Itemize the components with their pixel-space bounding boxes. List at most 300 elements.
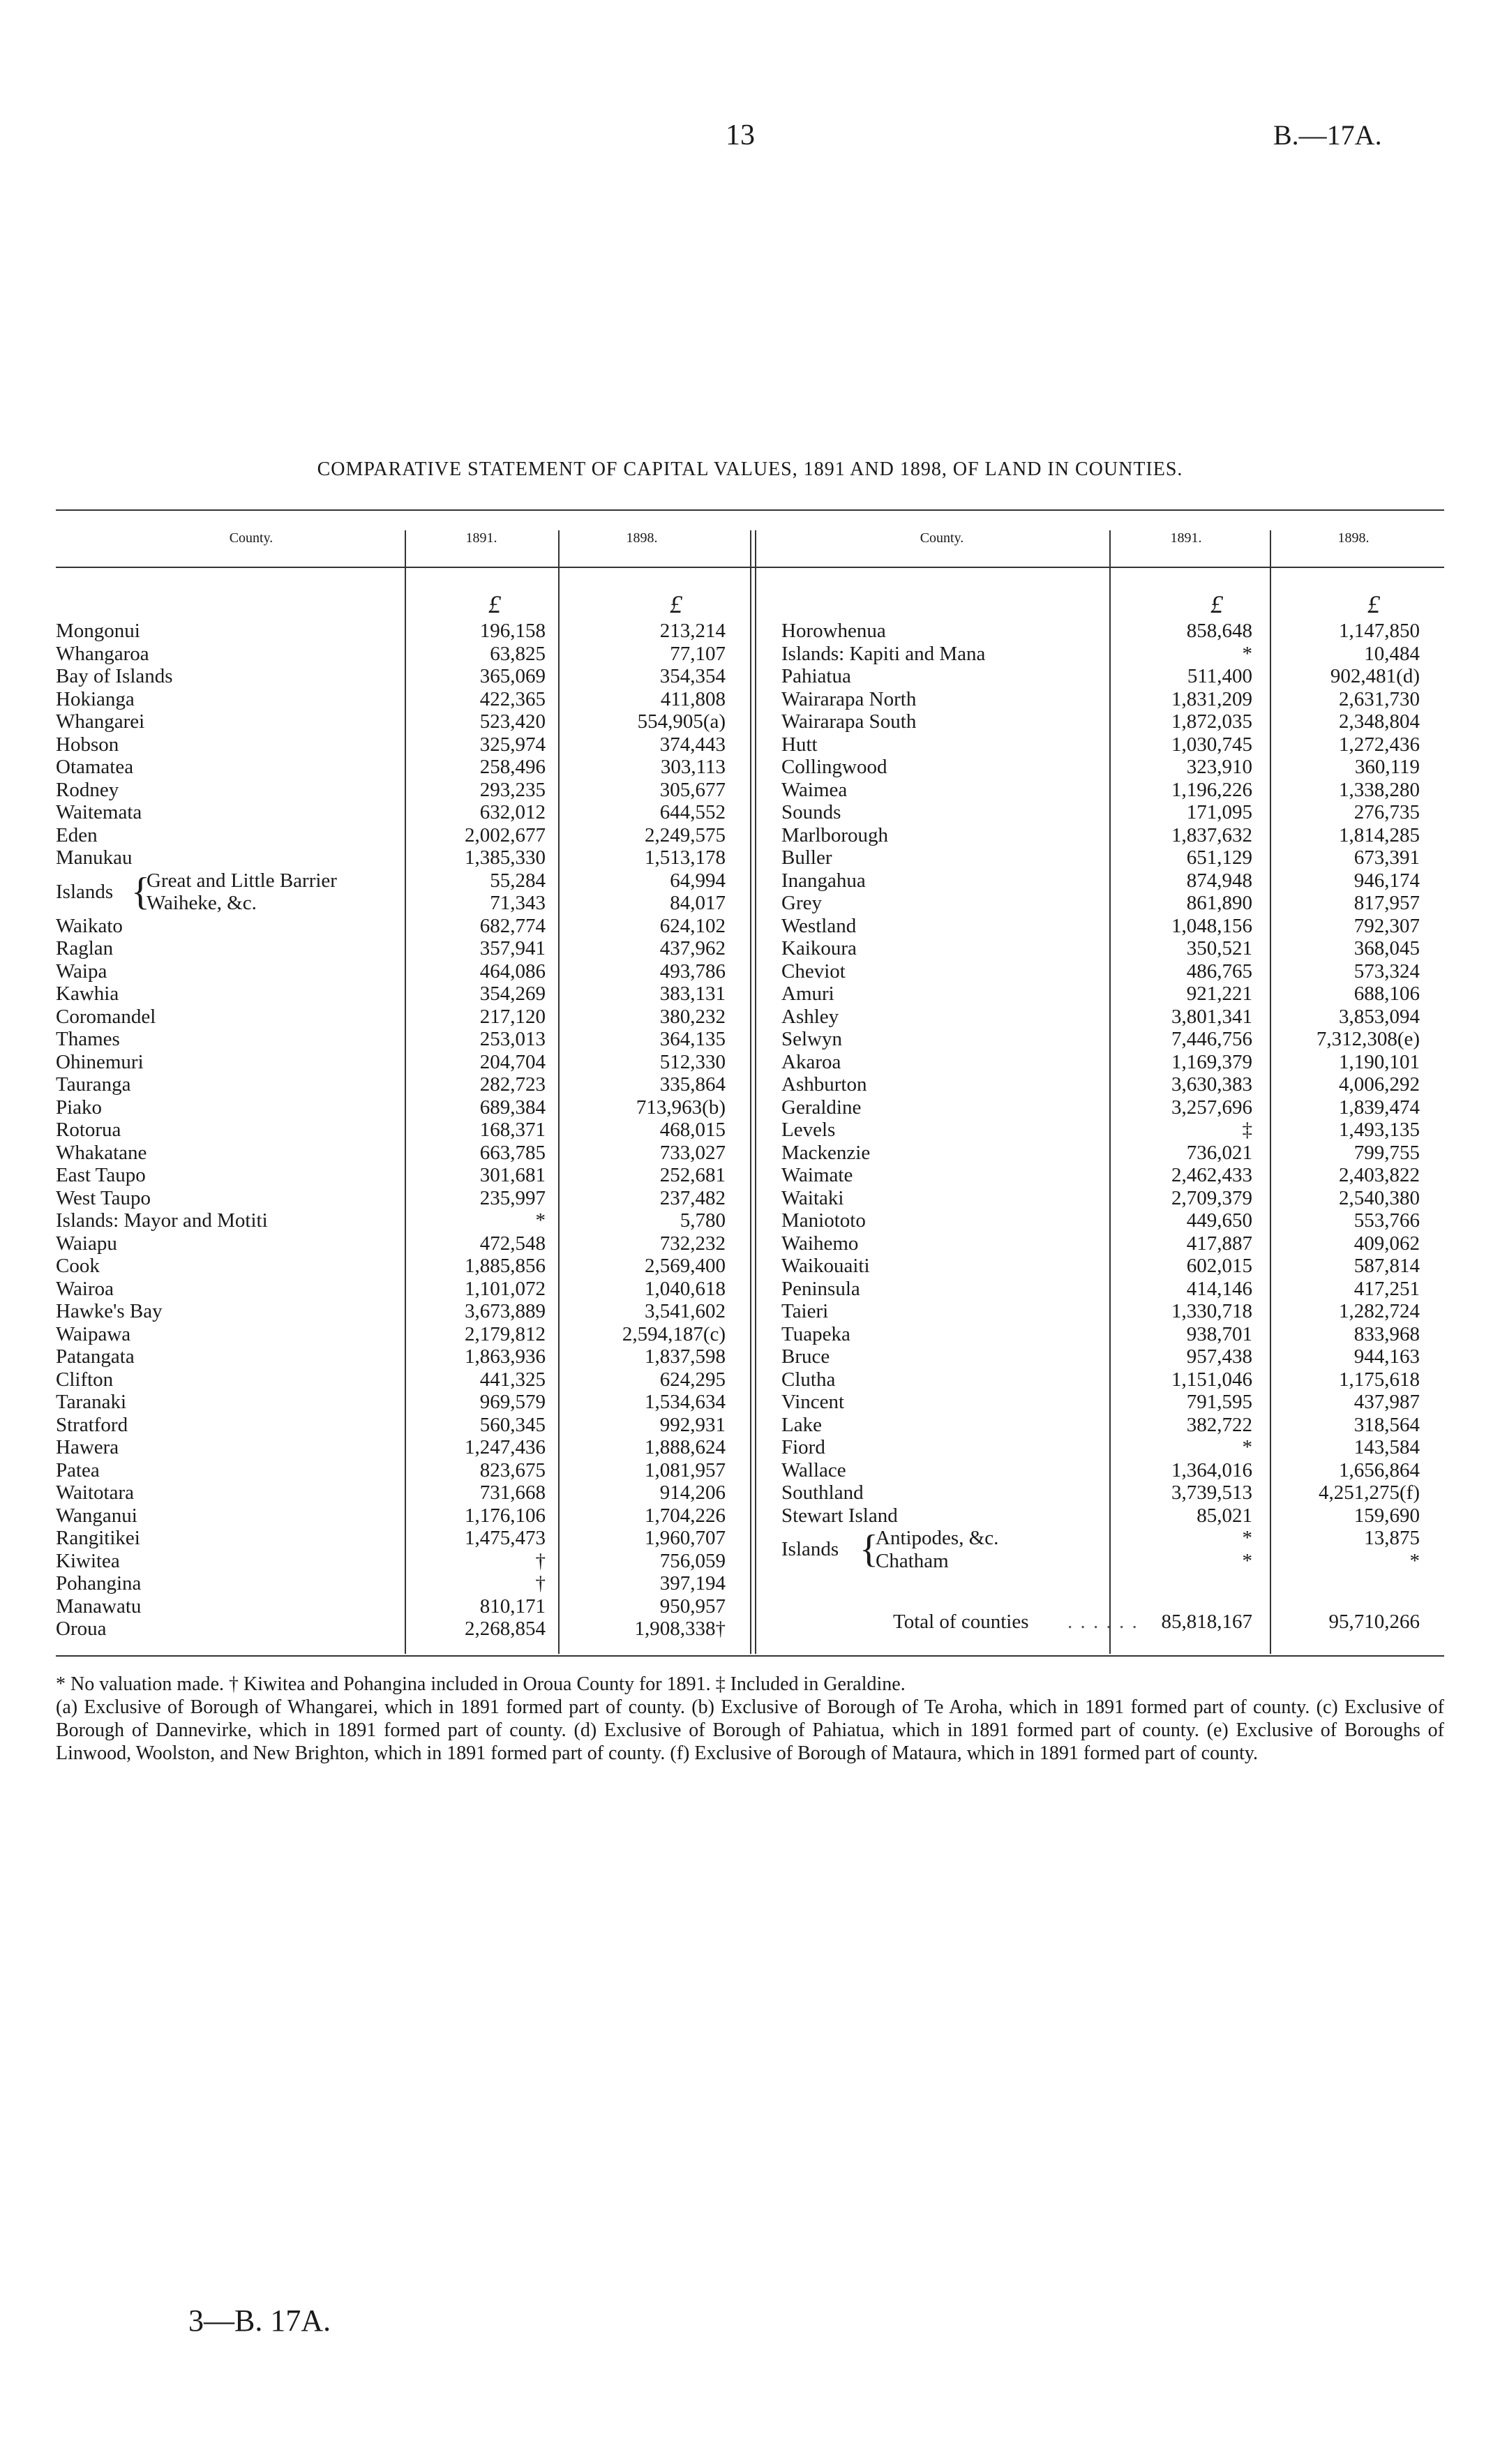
county-name: Southland: [781, 1481, 864, 1504]
value-1898: 792,307: [1353, 914, 1420, 937]
table-row: [0, 824, 1500, 847]
table-row: [0, 1436, 1500, 1459]
value-1898: 380,232: [659, 1005, 726, 1028]
county-name: Cook: [56, 1255, 100, 1277]
value-1891: 921,221: [1186, 983, 1252, 1005]
county-name: West Taupo: [56, 1186, 151, 1209]
county-name: Vincent: [781, 1391, 845, 1413]
value-1898: 3,853,094: [1339, 1005, 1420, 1028]
county-name: Waiheke, &c.: [147, 892, 257, 914]
value-1891: 1,176,106: [465, 1504, 546, 1527]
value-1898: 13,875: [1364, 1527, 1420, 1549]
value-1891: 1,885,856: [465, 1255, 546, 1277]
table-row: [0, 1232, 1500, 1255]
value-1891: 55,284: [490, 869, 546, 892]
table-row: [0, 1051, 1500, 1074]
county-name: Hobson: [56, 733, 119, 756]
value-1898: 2,249,575: [645, 823, 726, 846]
value-1891: 325,974: [479, 733, 546, 756]
value-1898: 554,905(a): [637, 710, 726, 733]
pound-symbol: £: [488, 590, 501, 618]
value-1891: 3,801,341: [1171, 1005, 1252, 1028]
county-name: Bay of Islands: [56, 665, 173, 687]
value-1898: 1,338,280: [1339, 778, 1420, 801]
total-1898: 95,710,266: [1328, 1611, 1420, 1633]
county-name: Eden: [56, 823, 98, 846]
value-1891: 682,774: [479, 914, 546, 937]
county-name: Tuapeka: [781, 1322, 850, 1345]
value-1891: 938,701: [1186, 1322, 1252, 1345]
value-1898: 4,251,275(f): [1319, 1481, 1420, 1504]
value-1891: 736,021: [1186, 1141, 1252, 1164]
county-name: Stratford: [56, 1413, 128, 1436]
value-1898: 383,131: [659, 983, 726, 1005]
value-1898: 553,766: [1353, 1209, 1420, 1232]
right-county-list: [0, 620, 1500, 1572]
value-1898: 1,081,957: [645, 1458, 726, 1481]
county-name: Waikouaiti: [781, 1255, 870, 1277]
county-name: Coromandel: [56, 1005, 156, 1028]
county-name: Pohangina: [56, 1572, 142, 1595]
county-name: Raglan: [56, 937, 114, 960]
total-label: Total of counties: [893, 1611, 1029, 1633]
value-1898: 5,780: [680, 1209, 726, 1232]
year-1891-header-left: 1891.: [465, 530, 497, 546]
table-row: [0, 1187, 1500, 1210]
county-name: Hawera: [56, 1436, 119, 1458]
county-name: Pahiatua: [781, 665, 851, 687]
islands-group-label: Islands: [781, 1538, 839, 1560]
county-name: Peninsula: [781, 1277, 860, 1300]
value-1898: 624,102: [659, 914, 726, 937]
value-1891: 1,837,632: [1171, 823, 1252, 846]
county-name: Cheviot: [781, 960, 846, 983]
value-1891: 602,015: [1186, 1255, 1252, 1277]
table-row: [0, 733, 1500, 756]
value-1891: 2,709,379: [1171, 1186, 1252, 1209]
county-name: Clutha: [781, 1368, 836, 1391]
value-1898: 1,190,101: [1339, 1050, 1420, 1073]
value-1891: 85,021: [1197, 1504, 1252, 1527]
table-row: [0, 1255, 1500, 1278]
value-1898: 411,808: [660, 687, 726, 710]
value-1898: 276,735: [1353, 801, 1420, 823]
table-row: [0, 1527, 1500, 1550]
county-name: Manawatu: [56, 1595, 142, 1618]
value-1898: 914,206: [659, 1481, 726, 1504]
county-name: Taieri: [781, 1300, 829, 1322]
value-1898: 713,963(b): [636, 1096, 726, 1119]
county-name: Waikato: [56, 914, 123, 937]
county-name: Hokianga: [56, 687, 135, 710]
value-1891: 3,739,513: [1171, 1481, 1252, 1504]
county-name: Hutt: [781, 733, 818, 756]
value-1898: 573,324: [1353, 960, 1420, 983]
value-1898: 1,040,618: [645, 1277, 726, 1300]
value-1898: 1,534,634: [645, 1391, 726, 1413]
table-row: [0, 983, 1500, 1006]
table-row: [0, 710, 1500, 733]
value-1891: 823,675: [479, 1458, 546, 1481]
county-name: Islands: Kapiti and Mana: [781, 642, 986, 665]
table-row: [0, 892, 1500, 915]
table-row: [0, 1391, 1500, 1414]
county-name: Ashley: [781, 1005, 839, 1028]
table-row: [0, 1550, 1500, 1573]
county-name: Waipawa: [56, 1322, 131, 1345]
table-row: [0, 1028, 1500, 1051]
county-name: Whangarei: [56, 710, 145, 733]
value-1898: 1,493,135: [1339, 1119, 1420, 1141]
table-row: [0, 1278, 1500, 1301]
value-1891: 2,179,812: [465, 1322, 546, 1345]
pound-symbol: £: [670, 590, 682, 618]
value-1891: 1,101,072: [465, 1277, 546, 1300]
value-1891: *: [535, 1209, 546, 1232]
value-1891: 651,129: [1186, 846, 1252, 869]
value-1898: 2,594,187(c): [622, 1322, 726, 1345]
value-1898: 688,106: [1353, 983, 1420, 1005]
value-1898: 437,987: [1353, 1391, 1420, 1413]
county-name: Sounds: [781, 801, 841, 823]
county-name: Waitaki: [781, 1186, 844, 1209]
county-name: Waitotara: [56, 1481, 134, 1504]
year-1898-header-right: 1898.: [1337, 530, 1370, 546]
county-name: East Taupo: [56, 1164, 146, 1186]
value-1891: 301,681: [479, 1164, 546, 1186]
county-name: Ashburton: [781, 1073, 867, 1096]
county-name: Whakatane: [56, 1141, 147, 1164]
county-name: Antipodes, &c.: [876, 1527, 999, 1549]
value-1898: 2,540,380: [1339, 1186, 1420, 1209]
value-1891: 441,325: [479, 1368, 546, 1391]
value-1898: 1,704,226: [645, 1504, 726, 1527]
value-1891: 731,668: [479, 1481, 546, 1504]
county-name: Wairarapa South: [781, 710, 917, 733]
county-name: Buller: [781, 846, 832, 869]
value-1898: 10,484: [1364, 642, 1420, 665]
value-1898: 7,312,308(e): [1316, 1028, 1420, 1050]
value-1898: 354,354: [659, 665, 726, 687]
value-1898: 305,677: [659, 778, 726, 801]
county-name: Wairoa: [56, 1277, 114, 1300]
county-name: Islands: Mayor and Motiti: [56, 1209, 268, 1232]
county-name: Chatham: [876, 1549, 949, 1572]
county-name: Manukau: [56, 846, 133, 869]
brace-icon: {: [131, 869, 150, 913]
value-1898: 1,272,436: [1339, 733, 1420, 756]
value-1891: 472,548: [479, 1232, 546, 1255]
county-name: Kawhia: [56, 983, 119, 1005]
county-name: Geraldine: [781, 1096, 862, 1119]
value-1898: 944,163: [1353, 1345, 1420, 1368]
county-name: Hawke's Bay: [56, 1300, 163, 1322]
value-1898: 902,481(d): [1330, 665, 1420, 687]
table-bottom-rule: [56, 1655, 1444, 1657]
value-1891: 1,169,379: [1171, 1050, 1252, 1073]
value-1898: 3,541,602: [645, 1300, 726, 1322]
value-1891: 663,785: [479, 1141, 546, 1164]
pound-symbol: £: [1210, 590, 1223, 618]
value-1891: 523,420: [479, 710, 546, 733]
county-name: Lake: [781, 1413, 822, 1436]
value-1891: 486,765: [1186, 960, 1252, 983]
county-name: Selwyn: [781, 1028, 842, 1050]
value-1891: 1,196,226: [1171, 778, 1252, 801]
value-1898: 493,786: [659, 960, 726, 983]
value-1898: 732,232: [659, 1232, 726, 1255]
value-1891: 1,872,035: [1171, 710, 1252, 733]
county-name: Collingwood: [781, 756, 887, 778]
table-row: [0, 1164, 1500, 1187]
value-1891: 365,069: [479, 665, 546, 687]
value-1898: 237,482: [659, 1186, 726, 1209]
value-1898: 946,174: [1353, 869, 1420, 892]
value-1898: 213,214: [659, 620, 726, 642]
value-1891: 957,438: [1186, 1345, 1252, 1368]
value-1891: 253,013: [479, 1028, 546, 1050]
value-1898: 303,113: [660, 756, 726, 778]
county-name: Rodney: [56, 778, 119, 801]
value-1898: 1,908,338†: [634, 1618, 726, 1640]
page-footer: 3—B. 17A.: [188, 2304, 331, 2338]
value-1891: 1,475,473: [465, 1527, 546, 1549]
county-name: Maniototo: [781, 1209, 866, 1232]
total-1891: 85,818,167: [1161, 1611, 1252, 1633]
table-row: [0, 1459, 1500, 1482]
value-1891: 464,086: [479, 960, 546, 983]
value-1898: 817,957: [1353, 892, 1420, 914]
county-name: Stewart Island: [781, 1504, 898, 1527]
table-row: [0, 1572, 750, 1595]
value-1891: 282,723: [479, 1073, 546, 1096]
value-1891: 1,048,156: [1171, 914, 1252, 937]
value-1898: 360,119: [1354, 756, 1420, 778]
value-1891: 323,910: [1186, 756, 1252, 778]
county-name: Patangata: [56, 1345, 135, 1368]
value-1891: 560,345: [479, 1413, 546, 1436]
county-name: Wanganui: [56, 1504, 137, 1527]
table-row: [0, 1504, 1500, 1528]
county-name: Thames: [56, 1028, 120, 1050]
value-1891: 858,648: [1186, 620, 1252, 642]
value-1891: 1,330,718: [1171, 1300, 1252, 1322]
value-1898: 2,631,730: [1339, 687, 1420, 710]
county-name: Kaikoura: [781, 937, 857, 960]
value-1898: 833,968: [1353, 1322, 1420, 1345]
table-row: [0, 779, 1500, 802]
value-1898: 1,175,618: [1339, 1368, 1420, 1391]
county-name: Akaroa: [781, 1050, 841, 1073]
value-1891: *: [1242, 1527, 1252, 1549]
page-number: 13: [726, 119, 755, 151]
value-1891: 3,630,383: [1171, 1073, 1252, 1096]
county-name: Piako: [56, 1096, 103, 1119]
value-1898: 512,330: [659, 1050, 726, 1073]
value-1891: ‡: [1242, 1119, 1252, 1141]
county-name: Fiord: [781, 1436, 825, 1458]
county-name: Ohinemuri: [56, 1050, 144, 1073]
county-name: Marlborough: [781, 823, 889, 846]
table-top-rule: [56, 509, 1444, 511]
value-1898: 374,443: [659, 733, 726, 756]
value-1898: 1,888,624: [645, 1436, 726, 1458]
value-1898: 143,584: [1353, 1436, 1420, 1458]
value-1891: 204,704: [479, 1050, 546, 1073]
value-1891: 2,002,677: [465, 823, 546, 846]
value-1898: 587,814: [1353, 1255, 1420, 1277]
county-name: Kiwitea: [56, 1549, 120, 1572]
value-1891: 1,831,209: [1171, 687, 1252, 710]
county-name: Waiapu: [56, 1232, 117, 1255]
table-row: [0, 915, 1500, 938]
value-1891: 2,462,433: [1171, 1164, 1252, 1186]
county-name: Waipa: [56, 960, 107, 983]
value-1898: 1,839,474: [1339, 1096, 1420, 1119]
value-1898: 2,569,400: [645, 1255, 726, 1277]
value-1898: 1,147,850: [1339, 620, 1420, 642]
footnote-boroughs: (a) Exclusive of Borough of Whangarei, which in 1891 formed part of county. (b) Exclusive of Borough of Te Aroha, which in 1891 formed part of county. (c) Exclusive of Borough of Dannevirke, which in 1891 formed part of county. (d) Exclusive of Borough of Pahiatua, which in 1891 formed part of county. (e) Exclusive of Boroughs of Linwood, Woolston, and New Brighton, which in 1891 formed part of county. (f) Exclusive of Borough of Mataura, which in 1891 formed part of county.: [56, 1696, 1444, 1764]
value-1891: 417,887: [1186, 1232, 1252, 1255]
county-name: Taranaki: [56, 1391, 127, 1413]
value-1898: 1,960,707: [645, 1527, 726, 1549]
value-1891: 1,151,046: [1171, 1368, 1252, 1391]
value-1891: 3,257,696: [1171, 1096, 1252, 1119]
value-1898: 1,282,724: [1339, 1300, 1420, 1322]
county-name: Inangahua: [781, 869, 866, 892]
table-row: [0, 801, 1500, 824]
value-1898: 368,045: [1353, 937, 1420, 960]
table-row: [0, 756, 1500, 779]
county-name: Waihemo: [781, 1232, 859, 1255]
table-row: [0, 1414, 1500, 1437]
value-1898: 992,931: [659, 1413, 726, 1436]
county-name: Waitemata: [56, 801, 142, 823]
county-name: Mackenzie: [781, 1141, 871, 1164]
table-row: [0, 869, 1500, 893]
value-1891: 874,948: [1186, 869, 1252, 892]
table-row: [0, 1300, 1500, 1323]
value-1891: 1,247,436: [465, 1436, 546, 1458]
value-1891: *: [1242, 642, 1252, 665]
value-1898: 468,015: [659, 1119, 726, 1141]
value-1891: 511,400: [1187, 665, 1252, 687]
value-1891: 791,595: [1186, 1391, 1252, 1413]
value-1891: 235,997: [479, 1186, 546, 1209]
value-1898: 84,017: [670, 892, 726, 914]
value-1898: 4,006,292: [1339, 1073, 1420, 1096]
value-1898: 673,391: [1353, 846, 1420, 869]
county-name: Great and Little Barrier: [147, 869, 337, 892]
value-1898: 397,194: [659, 1572, 726, 1595]
value-1898: 644,552: [659, 801, 726, 823]
value-1898: 624,295: [659, 1368, 726, 1391]
county-name: Wairarapa North: [781, 687, 917, 710]
table-row: [0, 1323, 1500, 1346]
value-1891: 1,385,330: [465, 846, 546, 869]
value-1891: †: [535, 1572, 546, 1595]
value-1891: 689,384: [479, 1096, 546, 1119]
value-1898: 64,994: [670, 869, 726, 892]
value-1891: 357,941: [479, 937, 546, 960]
county-name: Otamatea: [56, 756, 134, 778]
footnote-symbols: * No valuation made. † Kiwitea and Pohangina included in Oroua County for 1891. ‡ Included in Geraldine.: [56, 1673, 906, 1695]
value-1891: 810,171: [479, 1595, 546, 1618]
value-1891: 168,371: [479, 1119, 546, 1141]
value-1891: 1,364,016: [1171, 1458, 1252, 1481]
year-1891-header-right: 1891.: [1170, 530, 1202, 546]
value-1898: 335,864: [659, 1073, 726, 1096]
county-name: Waimea: [781, 778, 848, 801]
value-1891: 382,722: [1186, 1413, 1252, 1436]
pound-symbol: £: [1367, 590, 1380, 618]
islands-group-label: Islands: [56, 880, 114, 903]
value-1898: 417,251: [1353, 1277, 1420, 1300]
value-1898: 733,027: [659, 1141, 726, 1164]
value-1891: †: [535, 1549, 546, 1572]
county-name: Wallace: [781, 1458, 846, 1481]
value-1898: 252,681: [659, 1164, 726, 1186]
table-row: [0, 1096, 1500, 1119]
table-row: [0, 1368, 1500, 1391]
county-name: Amuri: [781, 983, 834, 1005]
value-1891: 293,235: [479, 778, 546, 801]
table-row: [0, 643, 1500, 666]
value-1898: 1,656,864: [1339, 1458, 1420, 1481]
year-1898-header-left: 1898.: [626, 530, 658, 546]
value-1891: 414,146: [1186, 1277, 1252, 1300]
value-1898: 364,135: [659, 1028, 726, 1050]
value-1898: 2,348,804: [1339, 710, 1420, 733]
county-name: Waimate: [781, 1164, 853, 1186]
value-1898: 159,690: [1353, 1504, 1420, 1527]
table-row: [0, 937, 1500, 960]
table-row: [0, 1345, 1500, 1368]
value-1891: 449,650: [1186, 1209, 1252, 1232]
value-1891: 196,158: [479, 620, 546, 642]
value-1898: 318,564: [1353, 1413, 1420, 1436]
table-row: [0, 665, 1500, 688]
value-1898: 77,107: [670, 642, 726, 665]
county-name: Grey: [781, 892, 822, 914]
total-dots: . . . . . .: [1067, 1611, 1139, 1633]
value-1898: 799,755: [1353, 1141, 1420, 1164]
value-1891: 969,579: [479, 1391, 546, 1413]
value-1898: 2,403,822: [1339, 1164, 1420, 1186]
value-1898: 950,957: [659, 1595, 726, 1618]
value-1891: 422,365: [479, 687, 546, 710]
brace-icon: {: [860, 1528, 878, 1571]
county-name: Rotorua: [56, 1119, 121, 1141]
county-header-right: County.: [920, 530, 964, 546]
table-row: [0, 1142, 1500, 1165]
value-1891: 861,890: [1186, 892, 1252, 914]
value-1891: *: [1242, 1549, 1252, 1572]
county-name: Rangitikei: [56, 1527, 140, 1549]
value-1891: 350,521: [1186, 937, 1252, 960]
county-name: Whangaroa: [56, 642, 149, 665]
county-name: Bruce: [781, 1345, 830, 1368]
table-row: [0, 846, 1500, 869]
value-1891: *: [1242, 1436, 1252, 1458]
table-row: [0, 688, 1500, 711]
value-1898: 756,059: [659, 1549, 726, 1572]
value-1891: 354,269: [479, 983, 546, 1005]
table-row: [0, 1618, 750, 1641]
series-label: B.—17A.: [1273, 119, 1382, 151]
value-1898: 1,814,285: [1339, 823, 1420, 846]
table-row: [0, 620, 1500, 643]
